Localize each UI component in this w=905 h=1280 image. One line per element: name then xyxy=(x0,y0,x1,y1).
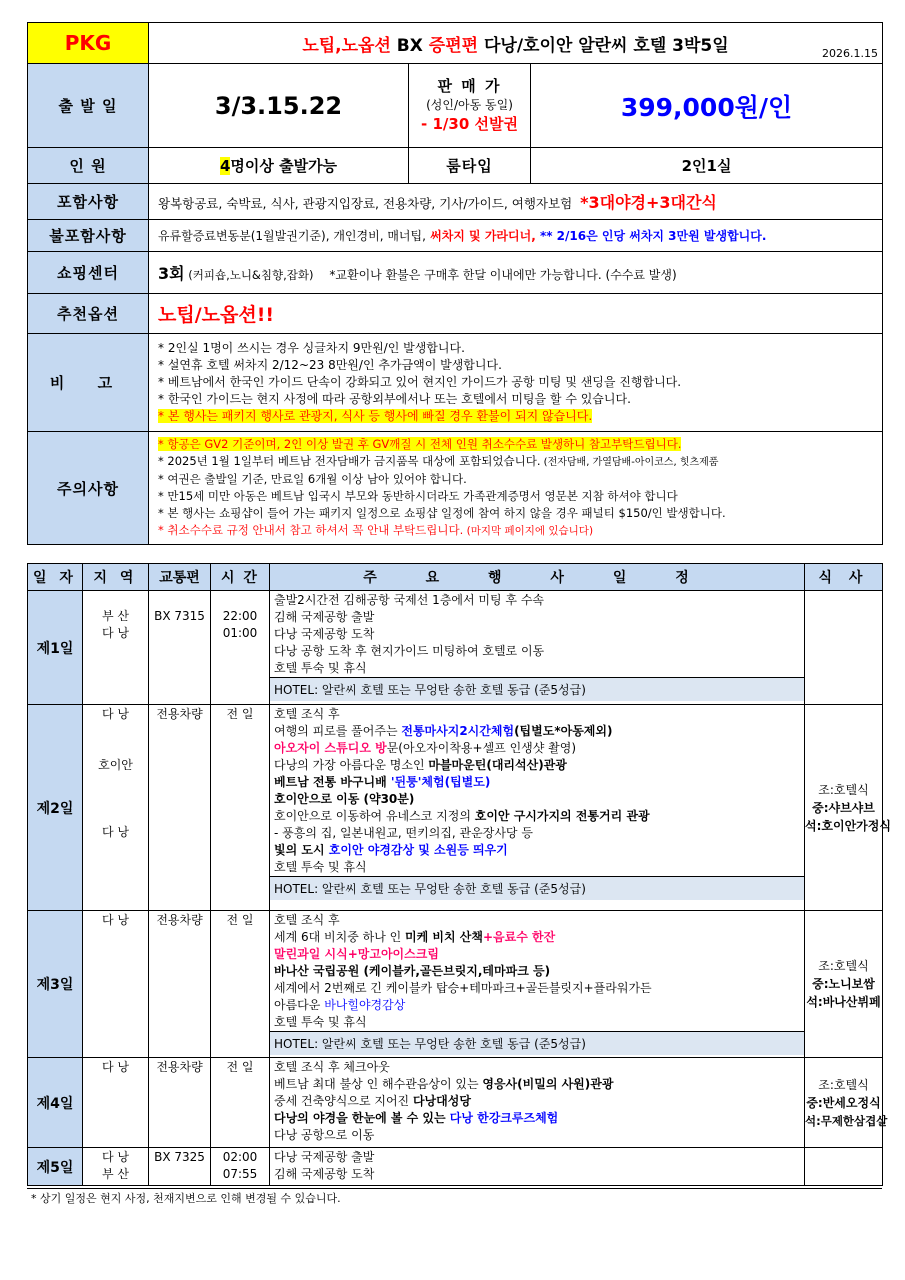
meals-cell: 조:호텔식 중:반세오정식 석:무제한삼겹살 xyxy=(805,1058,883,1148)
table-row xyxy=(28,591,883,705)
transport-cell: 전용차량 xyxy=(149,705,211,911)
table-row xyxy=(28,911,883,1058)
recommend-label: 추천옵션 xyxy=(28,294,149,334)
excluded-value: 유류할증료변동분(1월발권기준), 개인경비, 매너팁, 써차지 및 가라디너, ** 2/16은 인당 써차지 3만원 발생합니다. xyxy=(149,220,883,252)
people-count: 4명이상 출발가능 xyxy=(149,148,409,184)
region-cell: 부 산 다 낭 xyxy=(83,591,149,705)
header-time: 시 간 xyxy=(211,564,270,591)
time-cell: 전 일 xyxy=(211,1058,270,1148)
remarks-list xyxy=(149,334,883,432)
remark-line: * 한국인 가이드는 현지 사정에 따라 공항외부에서나 또는 호텔에서 미팅을 할 수 있습니다. xyxy=(158,392,631,406)
region-cell: 다 낭 xyxy=(83,1058,149,1148)
caution-line: * 만15세 미만 아동은 베트남 입국시 부모와 동반하시더라도 가족관계증명서 영문본 지참 하셔야 합니다 xyxy=(158,489,678,503)
header-day: 일 자 xyxy=(28,564,83,591)
remark-line: * 베트남에서 한국인 가이드 단속이 강화되고 있어 현지인 가이드가 공항 미팅 및 샌딩을 진행합니다. xyxy=(158,375,682,389)
meals-cell: 조:호텔식 중:샤브샤브 석:호이안가정식 xyxy=(805,705,883,911)
remarks-label: 비 고 xyxy=(28,334,149,432)
caution-line: * 여권은 출발일 기준, 만료일 6개월 이상 남아 있어야 합니다. xyxy=(158,472,467,486)
document-date: 2026.1.15 xyxy=(822,47,879,60)
tour-info-table xyxy=(27,22,883,545)
remark-line: * 2인실 1명이 쓰시는 경우 싱글차지 9만원/인 발생합니다. xyxy=(158,341,465,355)
excluded-label: 불포함사항 xyxy=(28,220,149,252)
shopping-value: 3회 (커피숍,노니&침향,잡화) *교환이나 환불은 구매후 한달 이내에만 가능합니다. (수수료 발생) xyxy=(149,252,883,294)
included-label: 포함사항 xyxy=(28,184,149,220)
table-row xyxy=(28,1058,883,1148)
departure-dates: 3/3.15.22 xyxy=(149,64,409,148)
meals-cell: 조:호텔식 중:노니보쌈 석:바나산뷔페 xyxy=(805,911,883,1058)
activities-cell: 호텔 조식 후 세계 6대 비치중 하나 인 미케 비치 산책+음료수 한잔 말린과일 시식+망고아이스크림 바나산 국립공원 (케이블카,골든브릿지,테마파크 등) 세계에서 2번째로 긴 케이블카 탑승+테마파크+골든블릿지+플라워가든 아름다운 바나힐야경감상 호텔 투숙 및 휴식 HOTEL: 알란씨 호텔 또는 무엉탄 송한 호텔 동급 (준5성급) xyxy=(270,911,805,1058)
header-activities: 주 요 행 사 일 정 xyxy=(270,564,805,591)
recommend-value: 노팁/노옵션!! xyxy=(149,294,883,334)
room-label: 룸타입 xyxy=(409,148,531,184)
early-booking: - 1/30 선발권 xyxy=(421,115,518,133)
table-row xyxy=(28,1148,883,1186)
time-cell: 전 일 xyxy=(211,705,270,911)
day-label: 제3일 xyxy=(28,911,83,1058)
hotel-info: HOTEL: 알란씨 호텔 또는 무엉탄 송한 호텔 동급 (준5성급) xyxy=(270,1031,804,1055)
transport-cell: BX 7325 xyxy=(149,1148,211,1186)
caution-line: * 2025년 1월 1일부터 베트남 전자담배가 금지품목 대상에 포함되었습니다. (전자담배, 가열담배-아이코스, 힛츠제품 xyxy=(158,454,719,468)
people-label: 인 원 xyxy=(28,148,149,184)
transport-cell: BX 7315 xyxy=(149,591,211,705)
activities-cell: 호텔 조식 후 체크아웃 베트남 최대 불상 인 해수관음상이 있는 영응사(비밀의 사원)관광 중세 건축양식으로 지어진 다낭대성당 다낭의 야경을 한눈에 볼 수 있는 다낭 한강크루즈체험 다낭 공항으로 이동 xyxy=(270,1058,805,1148)
header-transport: 교통편 xyxy=(149,564,211,591)
price-note: (성인/아동 동일) xyxy=(426,98,513,112)
header-meals: 식 사 xyxy=(805,564,883,591)
region-cell: 다 낭 호이안 다 낭 xyxy=(83,705,149,911)
time-cell: 전 일 xyxy=(211,911,270,1058)
room-value: 2인1실 xyxy=(531,148,883,184)
caution-highlight: * 항공은 GV2 기준이며, 2인 이상 발권 후 GV깨질 시 전체 인원 취소수수료 발생하니 참고부탁드립니다. xyxy=(158,437,682,451)
time-cell: 02:00 07:55 xyxy=(211,1148,270,1186)
region-cell: 다 낭 xyxy=(83,911,149,1058)
transport-cell: 전용차량 xyxy=(149,911,211,1058)
header-region: 지 역 xyxy=(83,564,149,591)
itinerary-table xyxy=(27,563,891,1186)
cautions-label: 주의사항 xyxy=(28,432,149,545)
transport-cell: 전용차량 xyxy=(149,1058,211,1148)
caution-red-line: * 취소수수료 규정 안내서 참고 하셔서 꼭 안내 부탁드립니다. (마지막 페이지에 있습니다) xyxy=(158,523,594,537)
meals-cell xyxy=(805,1148,883,1186)
activities-cell: 호텔 조식 후 여행의 피로를 풀어주는 전통마사지2시간체험(팁별도*아동제외) 아오자이 스튜디오 방문(아오자이착용+셀프 인생샷 촬영) 다낭의 가장 아름다운 명소인 마블마운틴(대리석산)관광 베트남 전통 바구니배 '뒨퉁'체험(팁별도) 호이안으로 이동 (약30분) 호이안으로 이동하여 유네스코 지정의 호이안 구시가지의 전통거리 관광 - 풍흥의 집, 일본내원교, 떤키의집, 관운장사당 등 빛의 도시 호이안 야경감상 및 소원등 띄우기 호텔 투숙 및 휴식 HOTEL: 알란씨 호텔 또는 무엉탄 송한 호텔 동급 (준5성급) xyxy=(270,705,805,911)
day-label: 제4일 xyxy=(28,1058,83,1148)
departure-label: 출 발 일 xyxy=(28,64,149,148)
region-cell: 다 낭 부 산 xyxy=(83,1148,149,1186)
price-value: 399,000원/인 xyxy=(531,64,883,148)
cautions-list xyxy=(149,432,883,545)
schedule-footnote: * 상기 일정은 현지 사정, 천재지변으로 인해 변경될 수 있습니다. xyxy=(27,1188,882,1206)
remark-highlight: * 본 행사는 패키지 행사로 관광지, 식사 등 행사에 빠질 경우 환불이 되지 않습니다. xyxy=(158,409,593,423)
page-title: 노팁,노옵션 BX 증편편 다낭/호이안 알란씨 호텔 3박5일 2026.1.15 xyxy=(149,23,883,64)
activities-cell: 다낭 국제공항 출발 김해 국제공항 도착 xyxy=(270,1148,805,1186)
hotel-info: HOTEL: 알란씨 호텔 또는 무엉탄 송한 호텔 동급 (준5성급) xyxy=(270,677,804,701)
time-cell: 22:00 01:00 xyxy=(211,591,270,705)
included-value: 왕복항공료, 숙박료, 식사, 관광지입장료, 전용차량, 기사/가이드, 여행자보험 *3대야경+3대간식 xyxy=(149,184,883,220)
remark-line: * 설연휴 호텔 써차지 2/12~23 8만원/인 추가금액이 발생합니다. xyxy=(158,358,502,372)
caution-line: * 본 행사는 쇼핑샵이 들어 가는 패키지 일정으로 쇼핑샵 일정에 참여 하지 않을 경우 패널티 $150/인 발생합니다. xyxy=(158,506,726,520)
hotel-info: HOTEL: 알란씨 호텔 또는 무엉탄 송한 호텔 동급 (준5성급) xyxy=(270,876,804,900)
price-label: 판 매 가 xyxy=(437,77,502,95)
pkg-label: PKG xyxy=(28,23,149,64)
activities-cell: 출발2시간전 김해공항 국제선 1층에서 미팅 후 수속 김해 국제공항 출발 다낭 국제공항 도착 다낭 공항 도착 후 현지가이드 미팅하여 호텔로 이동 호텔 투숙 및 휴식 HOTEL: 알란씨 호텔 또는 무엉탄 송한 호텔 동급 (준5성급) xyxy=(270,591,805,705)
shopping-label: 쇼핑센터 xyxy=(28,252,149,294)
day-label: 제5일 xyxy=(28,1148,83,1186)
table-row xyxy=(28,705,883,911)
meals-cell xyxy=(805,591,883,705)
day-label: 제2일 xyxy=(28,705,83,911)
price-label-cell xyxy=(409,64,531,148)
day-label: 제1일 xyxy=(28,591,83,705)
